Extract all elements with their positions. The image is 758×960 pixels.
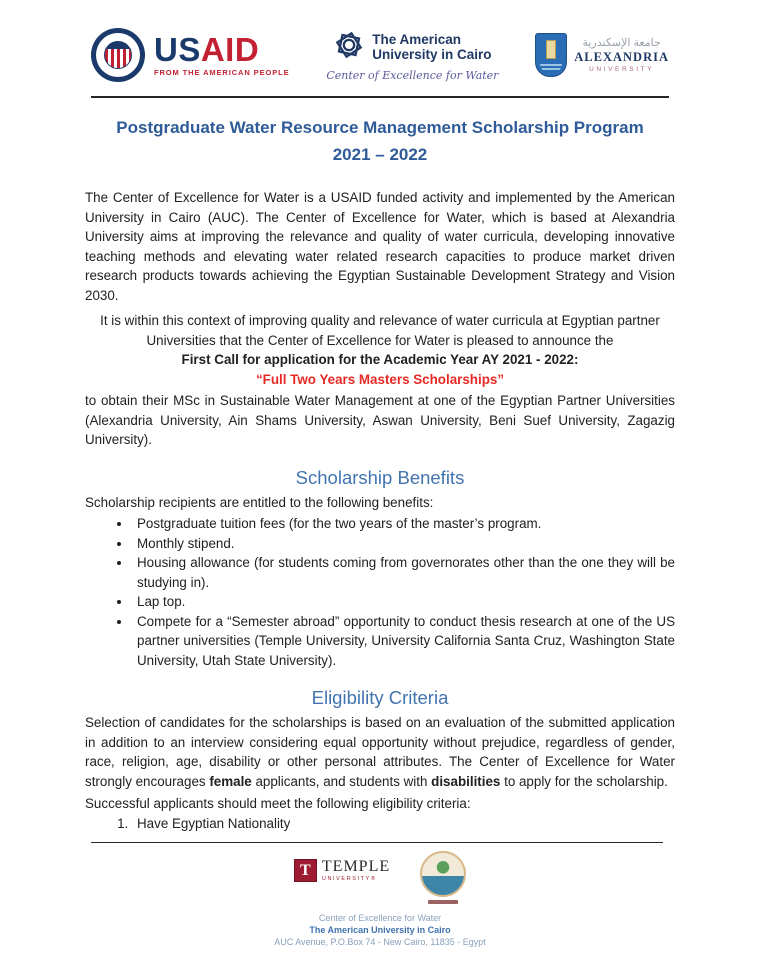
temple-name: TEMPLE bbox=[321, 858, 391, 875]
temple-university-logo bbox=[294, 859, 390, 882]
list-item: • Postgraduate tuition fees (for the two years of the master’s program. bbox=[132, 514, 675, 534]
page-footer bbox=[85, 851, 675, 948]
usaid-tagline: FROM THE AMERICAN PEOPLE bbox=[154, 67, 290, 77]
masters-scholarships-line: “Full Two Years Masters Scholarships” bbox=[255, 371, 505, 387]
eligibility-text: applicants, and students with bbox=[251, 773, 432, 789]
auc-knot-icon bbox=[333, 29, 365, 66]
footer-center-name: Center of Excellence for Water bbox=[318, 913, 442, 923]
alexandria-subtitle: UNIVERSITY bbox=[589, 66, 655, 73]
footer-address: AUC Avenue, P.O.Box 74 - New Cairo, 11835 - Egypt bbox=[274, 937, 486, 947]
partner-universities-paragraph: to obtain their MSc in Sustainable Water Management at one of the Egyptian Partner Universities (Alexandria University, Ain Shams University, Aswan University, Beni Suef University, Zagazig University). bbox=[85, 393, 675, 447]
auc-logo bbox=[326, 29, 498, 82]
header-divider bbox=[91, 96, 669, 98]
section-heading-benefits: Scholarship Benefits bbox=[295, 466, 465, 488]
usaid-word-us: US bbox=[154, 30, 201, 68]
alexandria-name: ALEXANDRIA bbox=[574, 50, 669, 64]
temple-subtitle: UNIVERSITY® bbox=[321, 876, 377, 882]
section-heading-eligibility: Eligibility Criteria bbox=[311, 687, 449, 708]
alexandria-arabic-name: جامعة الإسكندرية bbox=[582, 37, 661, 49]
list-item: 1. Have Egyptian Nationality bbox=[132, 814, 675, 834]
first-call-line: First Call for application for the Academic Year AY 2021 - 2022: bbox=[181, 352, 579, 367]
footer-university-name: The American University in Cairo bbox=[309, 925, 451, 935]
list-item: • Lap top. bbox=[132, 592, 675, 612]
mascot-caption bbox=[428, 900, 458, 904]
context-paragraph: It is within this context of improving quality and relevance of water curricula at Egyptian partner Universities that the Center of Excellence for Water is pleased to announce the bbox=[100, 313, 660, 348]
usaid-seal-icon bbox=[91, 28, 145, 82]
eligibility-bold-female: female bbox=[209, 773, 252, 789]
page-title-line2: 2021 – 2022 bbox=[332, 145, 428, 164]
list-item: • Monthly stipend. bbox=[132, 534, 675, 554]
header-logos bbox=[85, 18, 675, 92]
eligibility-paragraph bbox=[85, 713, 675, 791]
center-mascot-logo bbox=[420, 851, 466, 904]
list-item: • Housing allowance (for students coming from governorates other than the one they will be studying in). bbox=[132, 553, 675, 592]
footer-divider bbox=[91, 842, 663, 843]
alexandria-shield-icon bbox=[535, 33, 567, 77]
eligibility-criteria-list bbox=[85, 814, 675, 834]
usaid-logo bbox=[91, 28, 290, 82]
eligibility-bold-disabilities: disabilities bbox=[431, 773, 501, 789]
usaid-wordmark bbox=[154, 30, 290, 77]
eligibility-text: to apply for the scholarship. bbox=[500, 773, 668, 789]
page-title-line1: Postgraduate Water Resource Management Scholarship Program bbox=[116, 118, 644, 137]
auc-name bbox=[372, 32, 491, 63]
intro-paragraph: The Center of Excellence for Water is a USAID funded activity and implemented by the American University in Cairo (AUC). The Center of Excellence for Water, which is based at Alexandria University aims at improving the relevance and quality of water curricula, developing innovative teaching methods and elevating water related research capacities to produce market driven research products towards achieving the Egyptian Sustainable Development Strategy and Vision 2030. bbox=[85, 190, 675, 303]
auc-name-line1: The American bbox=[372, 31, 462, 47]
benefits-list bbox=[85, 514, 675, 670]
benefits-lead: Scholarship recipients are entitled to the following benefits: bbox=[85, 494, 434, 510]
list-item: • Compete for a “Semester abroad” opportunity to conduct thesis research at one of the US partner universities (Temple University, University California Santa Cruz, Washington State University, Utah State University). bbox=[132, 612, 675, 671]
auc-name-line2: University in Cairo bbox=[372, 47, 492, 62]
page-title bbox=[85, 114, 675, 168]
eligibility-text: Selection of candidates for the scholarships is based on an evaluation of the submitted application in addition to an interview considering equal opportunity without prejudice, regardless of gender, race, religion, age, disability or other personal attributes. The Center of Excellence for Water strongly encourages bbox=[85, 715, 675, 789]
mascot-icon bbox=[420, 851, 466, 897]
eligibility-lead: Successful applicants should meet the following eligibility criteria: bbox=[85, 796, 471, 811]
alexandria-logo bbox=[535, 33, 669, 77]
temple-t-icon: T bbox=[294, 859, 317, 882]
auc-center-script: Center of Excellence for Water bbox=[326, 68, 499, 82]
usaid-word-aid: AID bbox=[200, 30, 260, 68]
